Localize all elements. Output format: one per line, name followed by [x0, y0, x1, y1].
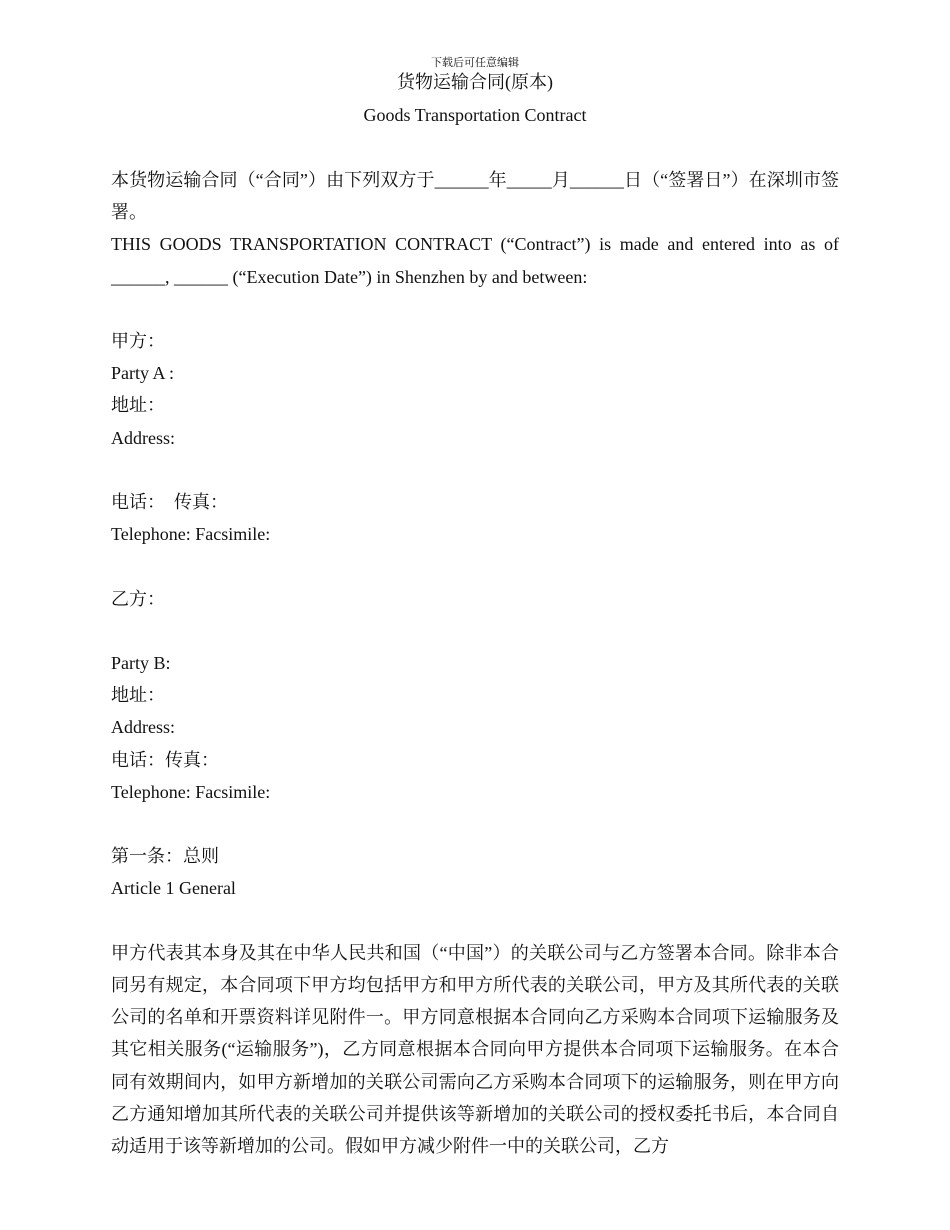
header-note: 下载后可任意编辑	[431, 57, 519, 69]
blank-line	[111, 454, 839, 486]
title-chinese: 货物运输合同(原本)	[397, 72, 553, 92]
article-1-heading-chinese: 第一条：总则	[111, 846, 219, 867]
party-a-phone-chinese: 电话： 传真：	[111, 492, 228, 512]
party-a-address-chinese: 地址：	[111, 395, 165, 416]
party-b-address-chinese: 地址：	[111, 685, 165, 706]
blank-line	[111, 808, 839, 840]
party-a-address-english: Address:	[111, 427, 175, 448]
party-b-label-english: Party B:	[111, 652, 171, 673]
article-1-body-chinese: 甲方代表其本身及其在中华人民共和国（“中国”）的关联公司与乙方签署本合同。除非本合同另有规定，本合同项下甲方均包括甲方和甲方所代表的关联公司，甲方及其所代表的关联公司的名单和开票资料详见附件一。甲方同意根据本合同向乙方采购本合同项下运输服务及其它相关服务(“运输服务”)，乙方同意根据本合同向甲方提供本合同项下运输服务。在本合同有效期间内，如甲方新增加的关联公司需向乙方采购本合同项下的运输服务，则在甲方向乙方通知增加其所代表的关联公司并提供该等新增加的关联公司的授权委托书后，本合同自动适用于该等新增加的公司。假如甲方减少附件一中的关联公司，乙方	[111, 942, 839, 1156]
intro-english: THIS GOODS TRANSPORTATION CONTRACT (“Contract”) is made and entered into as of ______, ______ (“Execution Date”) in Shenzhen by and between:	[111, 234, 839, 287]
party-b-address-english: Address:	[111, 717, 175, 738]
party-a-label-english: Party A :	[111, 363, 175, 384]
blank-line	[111, 293, 839, 325]
party-b-label-chinese: 乙方：	[111, 588, 165, 609]
contract-body	[111, 164, 839, 1162]
blank-line	[111, 615, 839, 647]
intro-chinese: 本货物运输合同（“合同”）由下列双方于______年_____月______日（“签署日”）在深圳市签署。	[111, 170, 839, 223]
party-a-label-chinese: 甲方：	[111, 331, 165, 351]
article-1-heading-english: Article 1 General	[111, 878, 236, 899]
party-b-phone-english: Telephone: Facsimile:	[111, 781, 271, 802]
party-b-phone-chinese: 电话：传真：	[111, 749, 219, 770]
title-english: Goods Transportation Contract	[363, 105, 587, 125]
blank-line	[111, 905, 839, 937]
party-a-phone-english: Telephone: Facsimile:	[111, 524, 271, 545]
blank-line	[111, 550, 839, 582]
